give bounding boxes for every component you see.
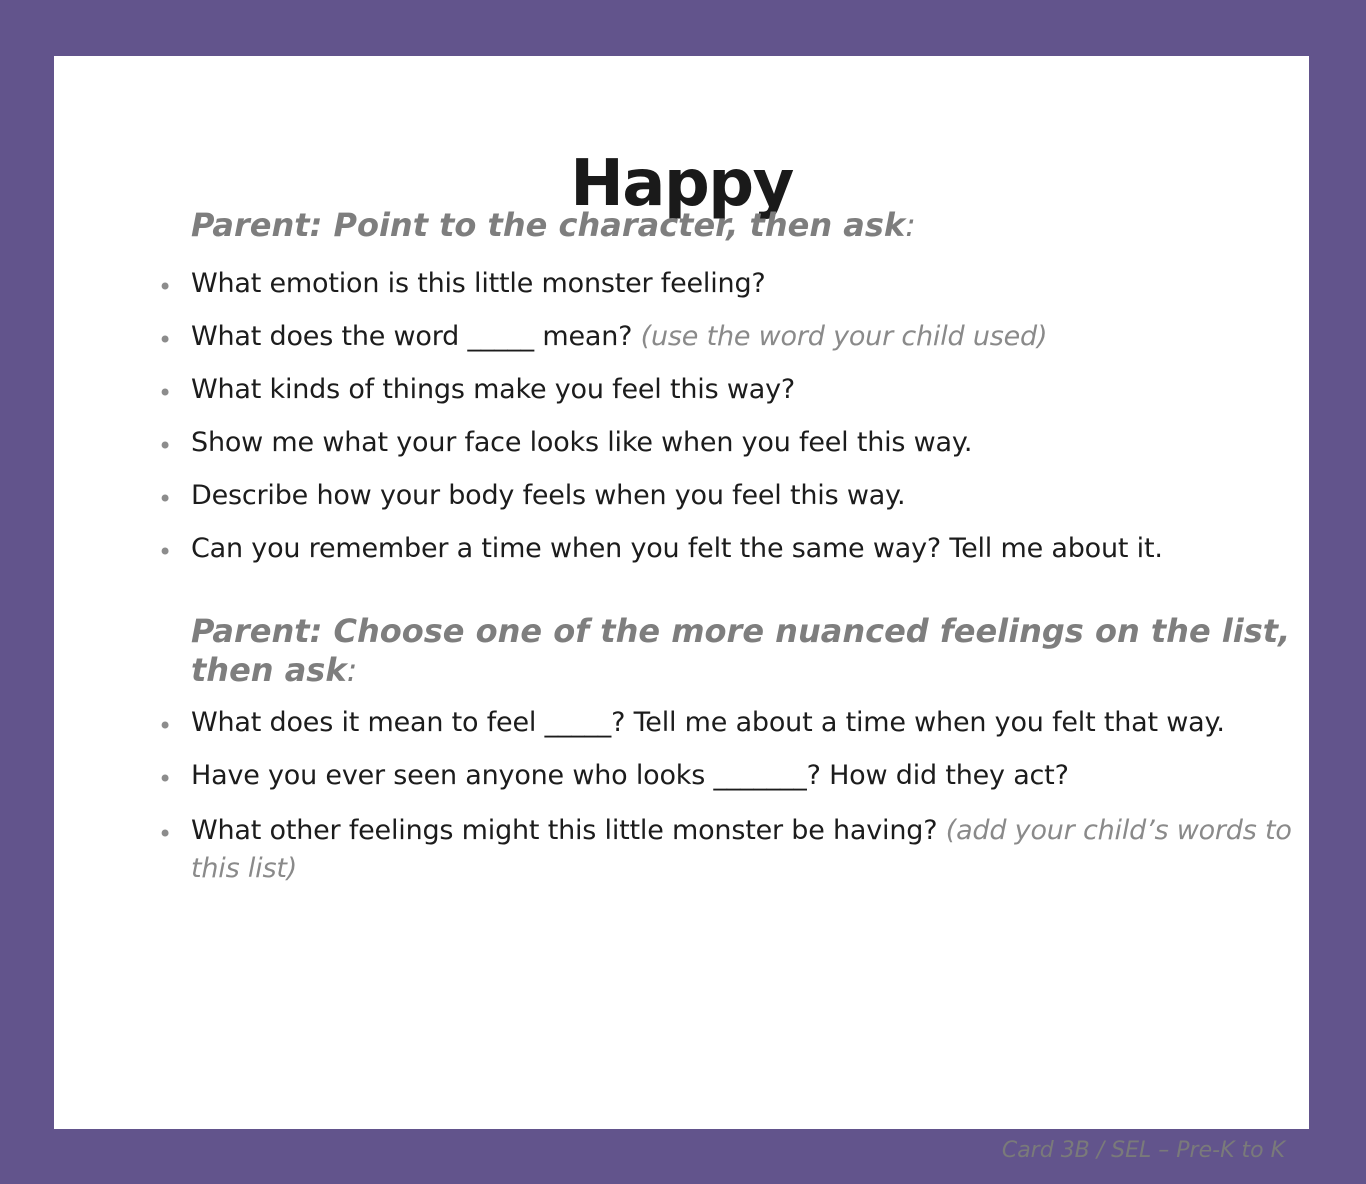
question-text: What emotion is this little monster feeling?: [191, 268, 766, 299]
question-text: What kinds of things make you feel this way?: [191, 374, 795, 405]
question-item: [54, 759, 1309, 812]
question-note: (add your child’s words to this list): [191, 815, 1292, 884]
bullet-icon: •: [158, 712, 172, 740]
section-2-heading-text: Parent: Choose one of the more nuanced feelings on the list, then ask: [191, 612, 1291, 689]
bullet-icon: •: [158, 432, 172, 460]
bullet-icon: •: [158, 765, 172, 793]
question-text: Show me what your face looks like when you feel this way.: [191, 427, 973, 458]
question-item: [54, 479, 1309, 532]
question-item: [54, 267, 1309, 320]
bullet-icon: •: [158, 820, 172, 848]
question-card: [54, 56, 1309, 1163]
question-item: [54, 812, 1311, 888]
section-1-heading: [191, 206, 1301, 245]
question-text: What other feelings might this little monster be having?: [191, 815, 946, 846]
bullet-icon: •: [158, 273, 172, 301]
bullet-icon: •: [158, 326, 172, 354]
section-2-heading: [191, 612, 1301, 690]
section-2-heading-colon: :: [346, 651, 358, 689]
question-item: [54, 706, 1309, 759]
bullet-icon: •: [158, 485, 172, 513]
question-item: [54, 426, 1309, 479]
question-item: [54, 320, 1309, 373]
question-item: [54, 373, 1309, 426]
page-title: Happy: [570, 147, 793, 221]
question-item: [54, 532, 1309, 585]
section-1-question-list: [54, 267, 1309, 585]
question-text: Describe how your body feels when you feel this way.: [191, 480, 906, 511]
section-2-question-list: [54, 706, 1309, 888]
bullet-icon: •: [158, 379, 172, 407]
section-1-heading-colon: :: [905, 206, 916, 244]
section-1-heading-text: Parent: Point to the character, then ask: [191, 206, 906, 244]
question-text: What does the word _____ mean?: [191, 321, 641, 352]
question-note: (use the word your child used): [640, 321, 1048, 352]
bullet-icon: •: [158, 538, 172, 566]
card-footer: Card 3B / SEL – Pre-K to K: [1001, 1138, 1285, 1163]
question-text: Can you remember a time when you felt the same way? Tell me about it.: [191, 533, 1163, 564]
question-text: Have you ever seen anyone who looks _______? How did they act?: [191, 760, 1069, 791]
question-text: What does it mean to feel _____? Tell me about a time when you felt that way.: [191, 707, 1225, 738]
